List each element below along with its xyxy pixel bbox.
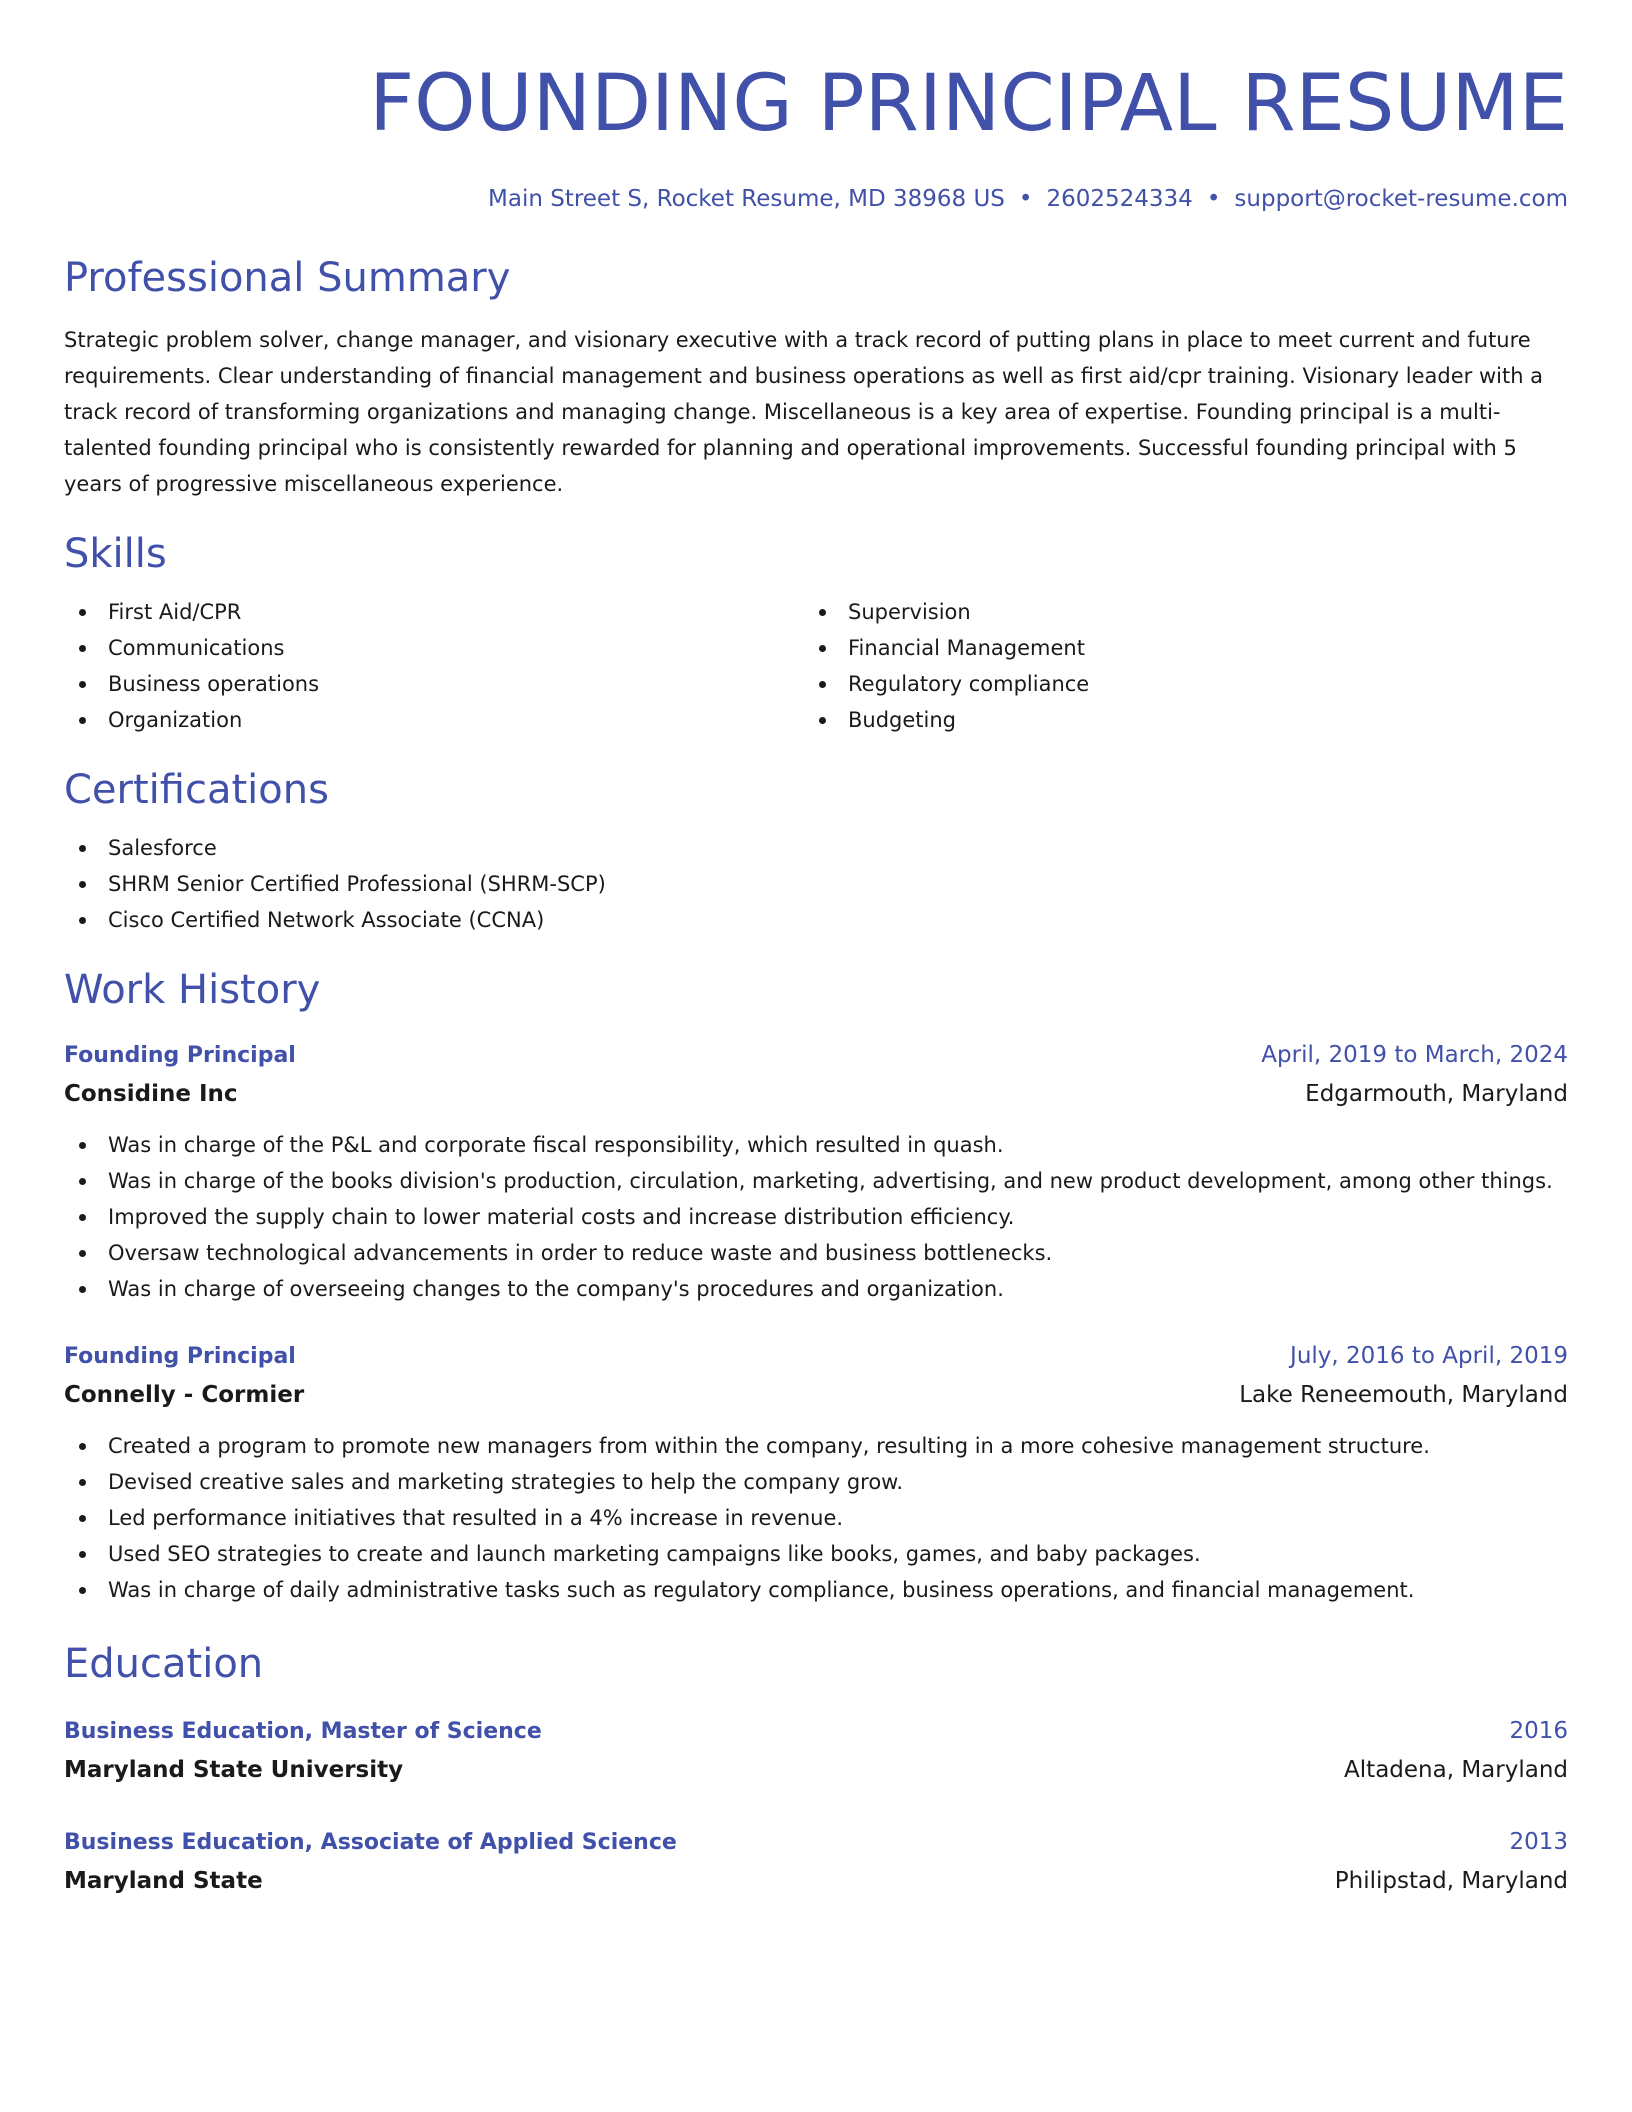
section-heading-certifications: Certifications [64, 767, 329, 813]
job-bullet: Was in charge of the books division's production, circulation, marketing, advertising, and new product development, among other things. [64, 1163, 1568, 1199]
job-entry [64, 1337, 1568, 1608]
job-company-row [64, 1376, 1568, 1414]
skills-list-left [64, 594, 804, 738]
certification-item: SHRM Senior Certified Professional (SHRM-SCP) [64, 866, 1568, 902]
contact-separator: • [1206, 186, 1221, 212]
job-bullet: Was in charge of overseeing changes to the company's procedures and organization. [64, 1271, 1568, 1307]
skills-grid [64, 594, 1568, 738]
certification-item: Salesforce [64, 830, 1568, 866]
skill-item: Regulatory compliance [804, 666, 1504, 702]
certification-item: Cisco Certified Network Associate (CCNA) [64, 902, 1568, 938]
job-entry [64, 1036, 1568, 1307]
job-title: Founding Principal [64, 1043, 296, 1068]
job-bullet: Led performance initiatives that resulted in a 4% increase in revenue. [64, 1500, 1568, 1536]
education-school: Maryland State [64, 1868, 263, 1894]
summary-text: Strategic problem solver, change manager, and visionary executive with a track record of putting plans in place to meet current and future requirements. Clear understanding of financial management and business operations as well as first aid/cpr training. Visionary leader with a track record of transforming organizations and managing change. Miscellaneous is a key area of expertise. Founding principal is a multi-talented founding principal who is consistently rewarded for planning and operational improvements. Successful founding principal with 5 years of progressive miscellaneous experience. [64, 328, 1544, 496]
education-year: 2016 [1509, 1718, 1568, 1744]
job-bullets [64, 1428, 1568, 1608]
education-entry [64, 1712, 1568, 1789]
section-heading-summary: Professional Summary [64, 255, 511, 301]
skill-item: Budgeting [804, 702, 1504, 738]
contact-email[interactable]: support@rocket-resume.com [1234, 186, 1568, 212]
job-company: Connelly - Cormier [64, 1382, 305, 1408]
work-history-section [64, 966, 1568, 1608]
contact-address: Main Street S, Rocket Resume, MD 38968 US [488, 186, 1005, 212]
job-bullet: Devised creative sales and marketing strategies to help the company grow. [64, 1464, 1568, 1500]
contact-line [64, 186, 1568, 212]
education-entry [64, 1823, 1568, 1900]
job-company-row [64, 1075, 1568, 1113]
skill-item: Business operations [64, 666, 804, 702]
education-degree: Business Education, Master of Science [64, 1719, 542, 1744]
skills-list-right [804, 594, 1504, 738]
education-school: Maryland State University [64, 1757, 404, 1783]
section-heading-work-history: Work History [64, 967, 321, 1013]
resume-title: FOUNDING PRINCIPAL RESUME [369, 59, 1568, 149]
job-bullet: Was in charge of the P&L and corporate fiscal responsibility, which resulted in quash. [64, 1127, 1568, 1163]
job-bullet: Used SEO strategies to create and launch marketing campaigns like books, games, and baby packages. [64, 1536, 1568, 1572]
education-degree: Business Education, Associate of Applied Science [64, 1830, 677, 1855]
education-degree-row [64, 1823, 1568, 1862]
education-location: Altadena, Maryland [1344, 1757, 1568, 1783]
resume-header [64, 56, 1568, 212]
job-bullet: Oversaw technological advancements in order to reduce waste and business bottlenecks. [64, 1235, 1568, 1271]
skills-section [64, 530, 1568, 738]
education-school-row [64, 1862, 1568, 1900]
contact-separator: • [1018, 186, 1033, 212]
skill-item: Financial Management [804, 630, 1504, 666]
section-heading-education: Education [64, 1641, 264, 1687]
job-dates: April, 2019 to March, 2024 [1261, 1042, 1568, 1068]
job-location: Edgarmouth, Maryland [1305, 1081, 1568, 1107]
contact-phone[interactable]: 2602524334 [1046, 186, 1193, 212]
job-title: Founding Principal [64, 1344, 296, 1369]
job-dates: July, 2016 to April, 2019 [1290, 1343, 1568, 1369]
job-bullet: Improved the supply chain to lower material costs and increase distribution efficiency. [64, 1199, 1568, 1235]
job-bullets [64, 1127, 1568, 1307]
skill-item: First Aid/CPR [64, 594, 804, 630]
job-title-row [64, 1337, 1568, 1376]
certifications-list [64, 830, 1568, 938]
section-heading-skills: Skills [64, 531, 167, 577]
education-degree-row [64, 1712, 1568, 1751]
job-location: Lake Reneemouth, Maryland [1239, 1382, 1568, 1408]
summary-section [64, 254, 1568, 502]
education-school-row [64, 1751, 1568, 1789]
job-bullet: Was in charge of daily administrative tasks such as regulatory compliance, business operations, and financial management. [64, 1572, 1568, 1608]
skill-item: Organization [64, 702, 804, 738]
education-section [64, 1640, 1568, 1900]
skill-item: Communications [64, 630, 804, 666]
skill-item: Supervision [804, 594, 1504, 630]
education-year: 2013 [1509, 1829, 1568, 1855]
certifications-section [64, 766, 1568, 938]
job-company: Considine Inc [64, 1081, 238, 1107]
education-location: Philipstad, Maryland [1334, 1868, 1568, 1894]
job-title-row [64, 1036, 1568, 1075]
job-bullet: Created a program to promote new managers from within the company, resulting in a more cohesive management structure. [64, 1428, 1568, 1464]
